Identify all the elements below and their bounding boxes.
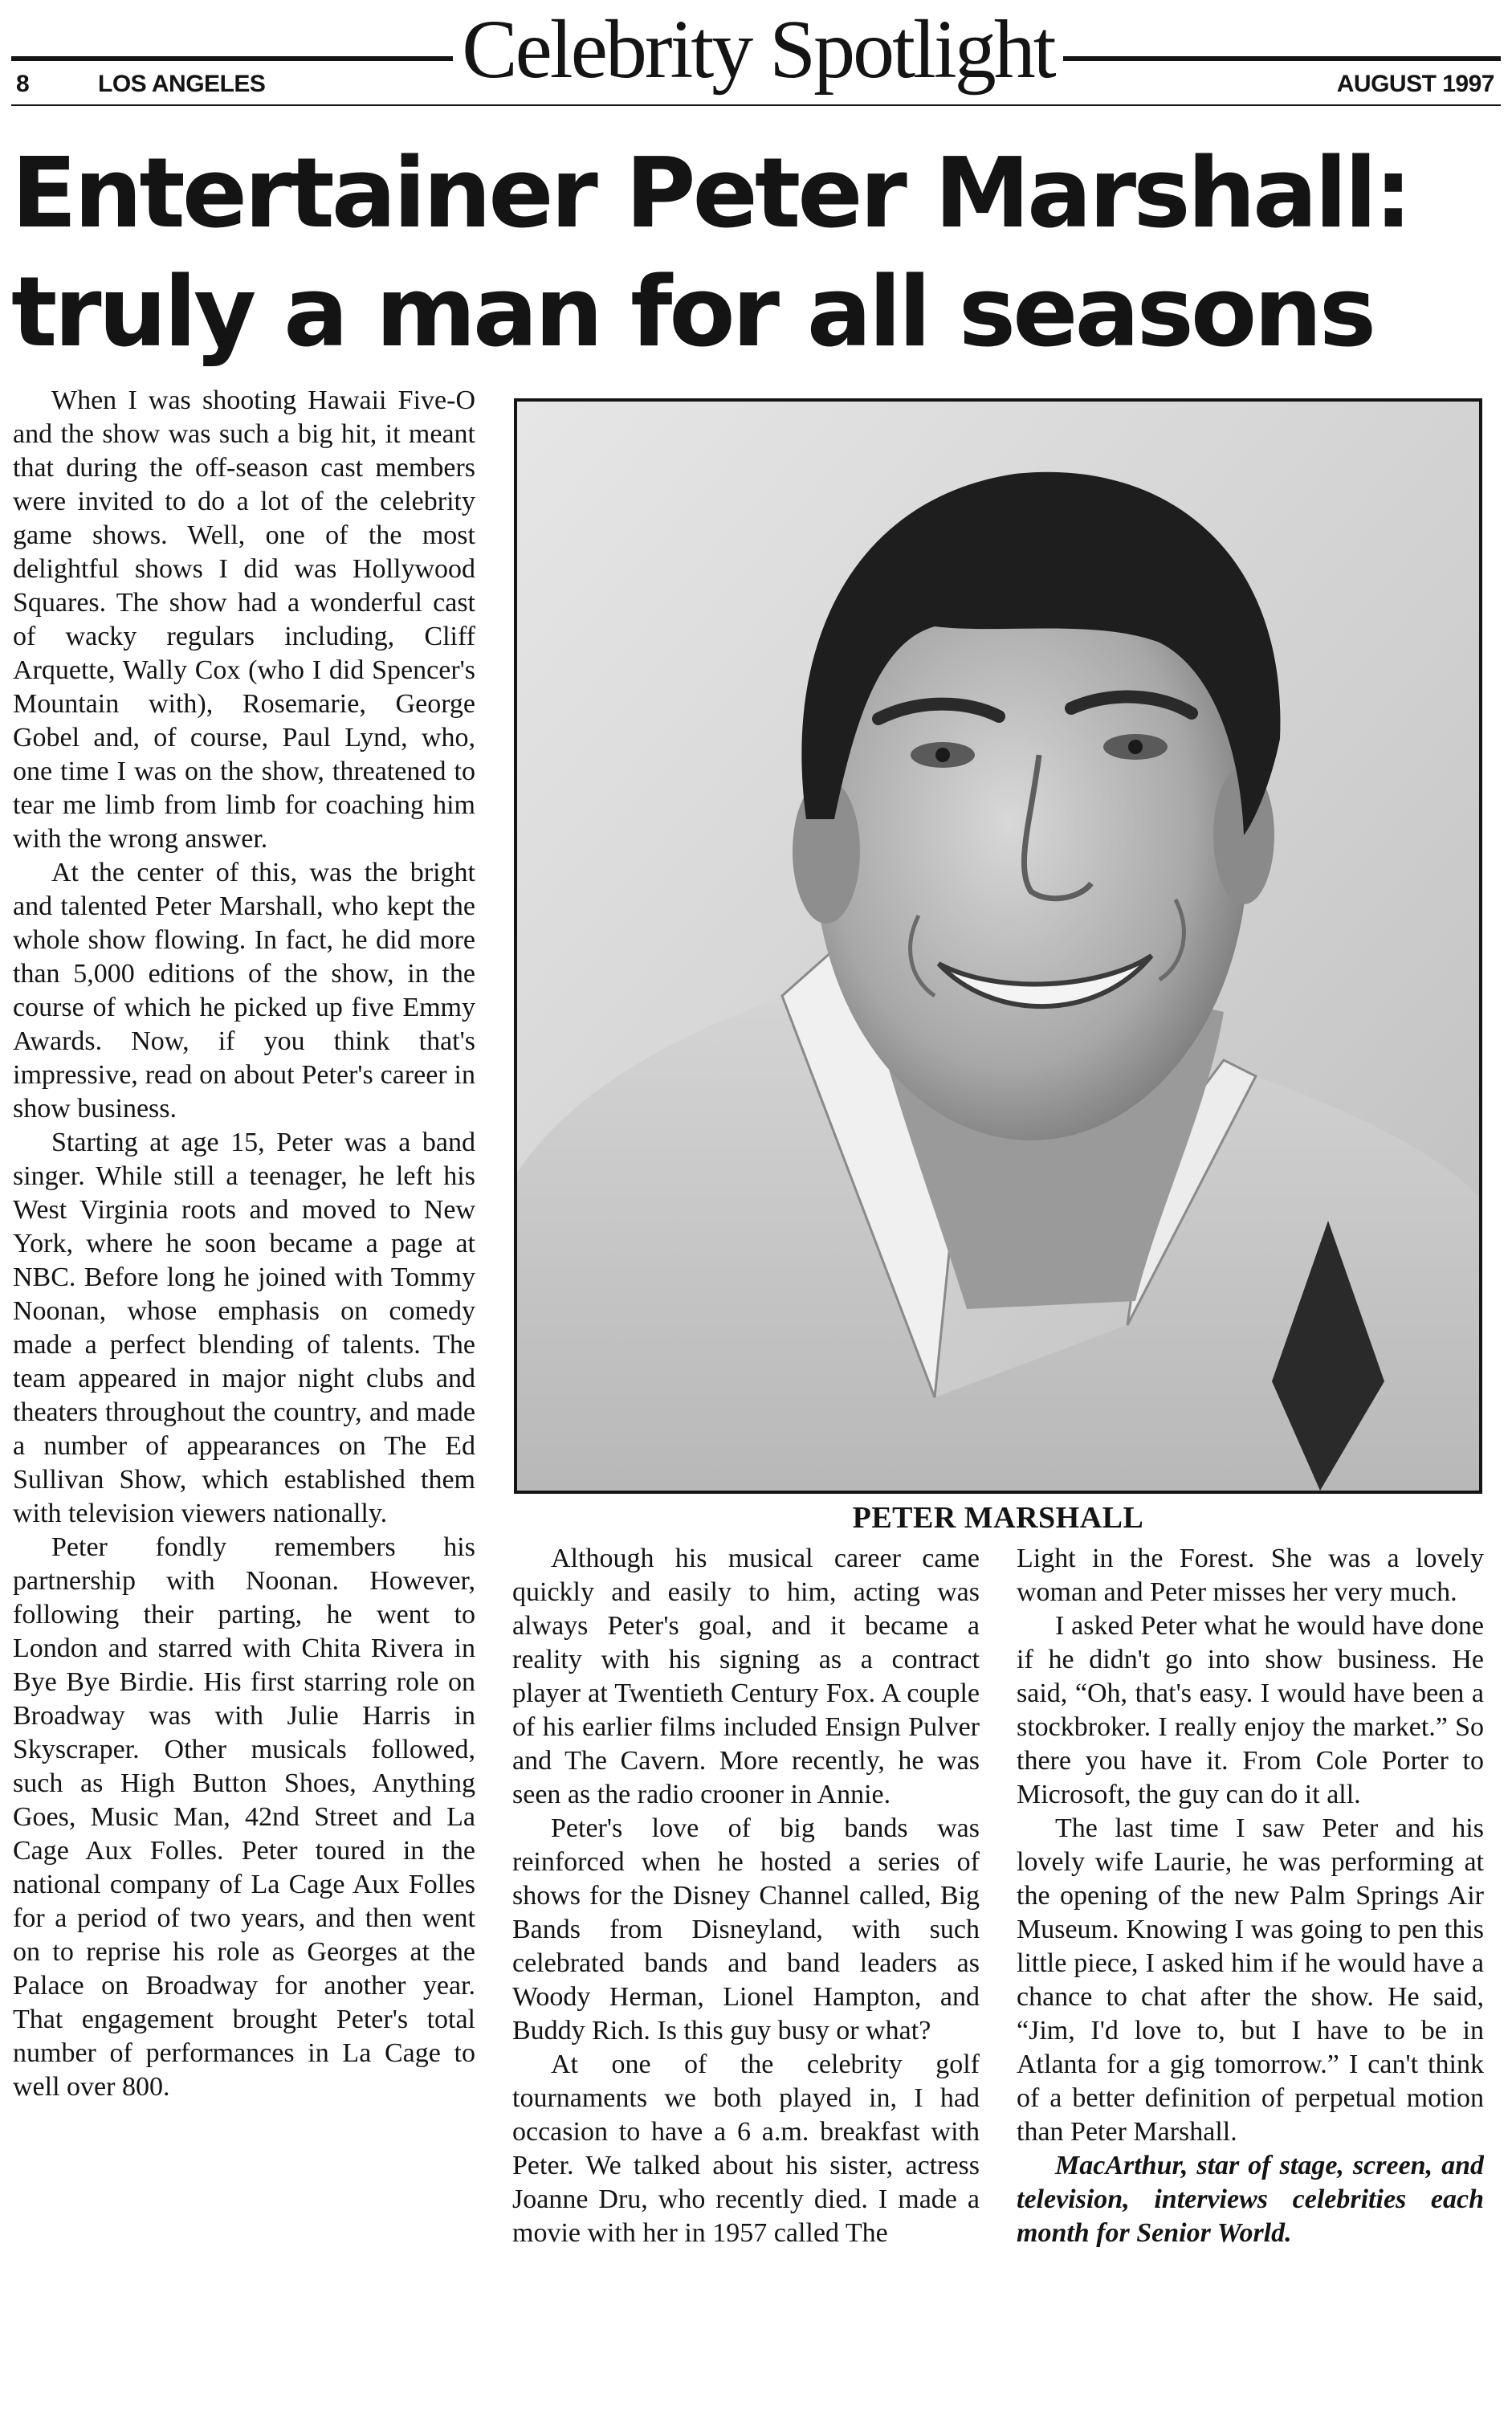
- paragraph: I asked Peter what he would have done if he didn't go into show business. He said, “Oh, that's easy. I would have been a stockbroker. I really enjoy the market.” So there you have it. From Cole Porter to Microsoft, the guy can do it all.: [1017, 1611, 1484, 1809]
- paragraph: At the center of this, was the bright and talented Peter Marshall, who kept the whole show flowing. In fact, he did more than 5,000 editions of the show, in the course of which he picked up five Emmy Awards. Now, if you think that's impressive, read on about Peter's career in show business.: [13, 858, 475, 1124]
- edition-city: LOS ANGELES: [98, 71, 266, 97]
- paragraph: At one of the celebrity golf tournaments we both played in, I had occasion to have a 6 a.m. breakfast with Peter. We talked about his sister, actress Joanne Dru, who recently died. I made a movie with her in 1957 called The: [512, 2050, 980, 2248]
- headline-line-1: Entertainer Peter Marshall:: [11, 138, 1410, 250]
- page-number: 8: [16, 71, 30, 97]
- paragraph: Starting at age 15, Peter was a band singer. While still a teenager, he left his West Virginia roots and moved to New York, where he soon became a page at NBC. Before long he joined with Tommy Noonan, whose emphasis on comedy made a perfect blending of talents. The team appeared in major night clubs and theaters throughout the country, and made a number of appearances on The Ed Sullivan Show, which established them with television viewers nationally.: [13, 1128, 475, 1528]
- headline-line-2: truly a man for all seasons: [11, 257, 1374, 369]
- masthead-rule-right: [1055, 56, 1501, 61]
- masthead-rule-bottom: [11, 104, 1501, 106]
- article-column-3: [1017, 1542, 1484, 2425]
- paragraph: Light in the Forest. She was a lovely woman and Peter misses her very much.: [1017, 1544, 1484, 1607]
- section-title: Celebrity Spotlight: [453, 2, 1063, 98]
- paragraph: Peter's love of big bands was reinforced when he hosted a series of shows for the Disney Channel called, Big Bands from Disneyland, with such celebrated bands and band leaders as Woody Herman, Lionel Hampton, and Buddy Rich. Is this guy busy or what?: [512, 1813, 980, 2046]
- masthead-rule-left: [11, 56, 461, 61]
- paragraph: Although his musical career came quickly and easily to him, acting was always Peter's goal, and it became a reality with his signing as a contract player at Twentieth Century Fox. A couple of his earlier films included Ensign Pulver and The Cavern. More recently, he was seen as the radio crooner in Annie.: [512, 1544, 980, 1809]
- paragraph: The last time I saw Peter and his lovely wife Laurie, he was performing at the opening of the new Palm Springs Air Museum. Knowing I was going to pen this little piece, I asked him if he would have a chance to chat after the show. He said, “Jim, I'd love to, but I have to be in Atlanta for a gig tomorrow.” I can't think of a better definition of perpetual motion than Peter Marshall.: [1017, 1813, 1484, 2147]
- author-bio: MacArthur, star of stage, screen, and television, interviews celebrities each month for Senior World.: [1017, 2151, 1484, 2248]
- article-column-1: [13, 384, 475, 2424]
- issue-date: AUGUST 1997: [1336, 71, 1494, 97]
- paragraph: When I was shooting Hawaii Five-O and the show was such a big hit, it meant that during the off-season cast members were invited to do a lot of the celebrity game shows. Well, one of the most delightful shows I did was Hollywood Squares. The show had a wonderful cast of wacky regulars including, Cliff Arquette, Wally Cox (who I did Spencer's Mountain with), Rosemarie, George Gobel and, of course, Paul Lynd, who, one time I was on the show, threatened to tear me limb from limb for coaching him with the wrong answer.: [13, 385, 475, 854]
- portrait-illustration: [517, 402, 1479, 1491]
- portrait-photo: [514, 398, 1482, 1494]
- article-column-2: [512, 1542, 980, 2425]
- photo-caption: PETER MARSHALL: [852, 1501, 1144, 1535]
- paragraph: Peter fondly remembers his partnership with Noonan. However, following their parting, he went to London and starred with Chita Rivera in Bye Bye Birdie. His first starring role on Broadway was with Julie Harris in Skyscraper. Other musicals followed, such as High Button Shoes, Anything Goes, Music Man, 42nd Street and La Cage Aux Folles. Peter toured in the national company of La Cage Aux Folles for a period of two years, and then went on to reprise his role as Georges at the Palace on Broadway for another year. That engagement brought Peter's total number of performances in La Cage to well over 800.: [13, 1532, 475, 2102]
- masthead: [11, 0, 1501, 120]
- article-headline: [11, 135, 1505, 373]
